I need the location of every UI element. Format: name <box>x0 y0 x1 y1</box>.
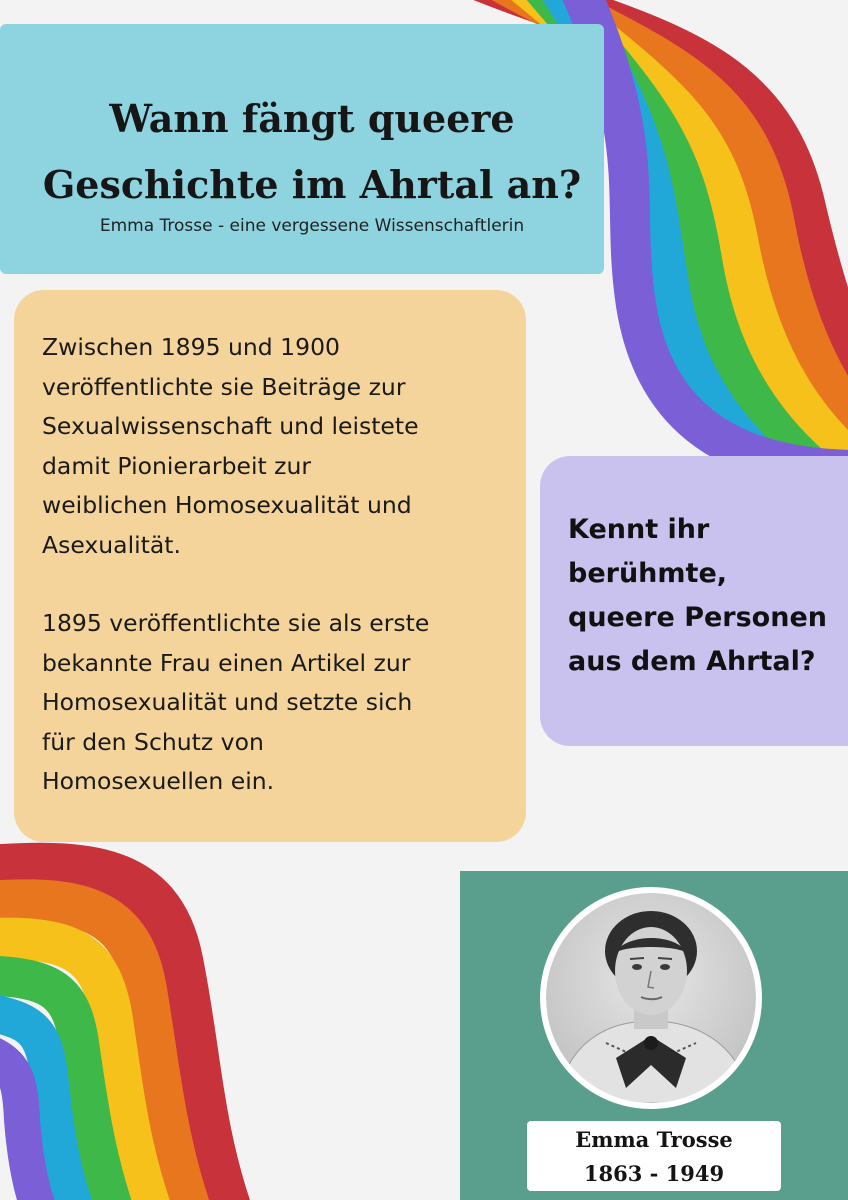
portrait-dates: 1863 - 1949 <box>583 1161 725 1186</box>
portrait-caption <box>527 1121 781 1191</box>
paragraph-1: Zwischen 1895 und 1900 veröffentlichte sie Beiträge zur Sexualwissenschaft und leistete damit Pionierarbeit zur weiblichen Homosexualität und Asexualität. <box>42 333 419 559</box>
title-line-2: Geschichte im Ahrtal an? <box>42 162 582 207</box>
portrait-name: Emma Trosse <box>575 1127 733 1152</box>
question-text: Kennt ihr berühmte, queere Personen aus dem Ahrtal? <box>568 514 827 677</box>
paragraph-2: 1895 veröffentlichte sie als erste bekannte Frau einen Artikel zur Homosexualität und setzte sich für den Schutz von Homosexuellen ein. <box>42 609 430 795</box>
question-panel <box>540 456 848 746</box>
portrait-illustration <box>546 893 756 1103</box>
portrait-panel <box>460 871 848 1200</box>
title-line-1: Wann fängt queere <box>109 96 515 141</box>
info-text-panel <box>14 290 526 842</box>
title-panel <box>0 24 604 274</box>
rainbow-bottom-left <box>0 866 240 1200</box>
portrait-photo <box>540 887 762 1109</box>
subtitle: Emma Trosse - eine vergessene Wissenschaftlerin <box>99 216 525 236</box>
